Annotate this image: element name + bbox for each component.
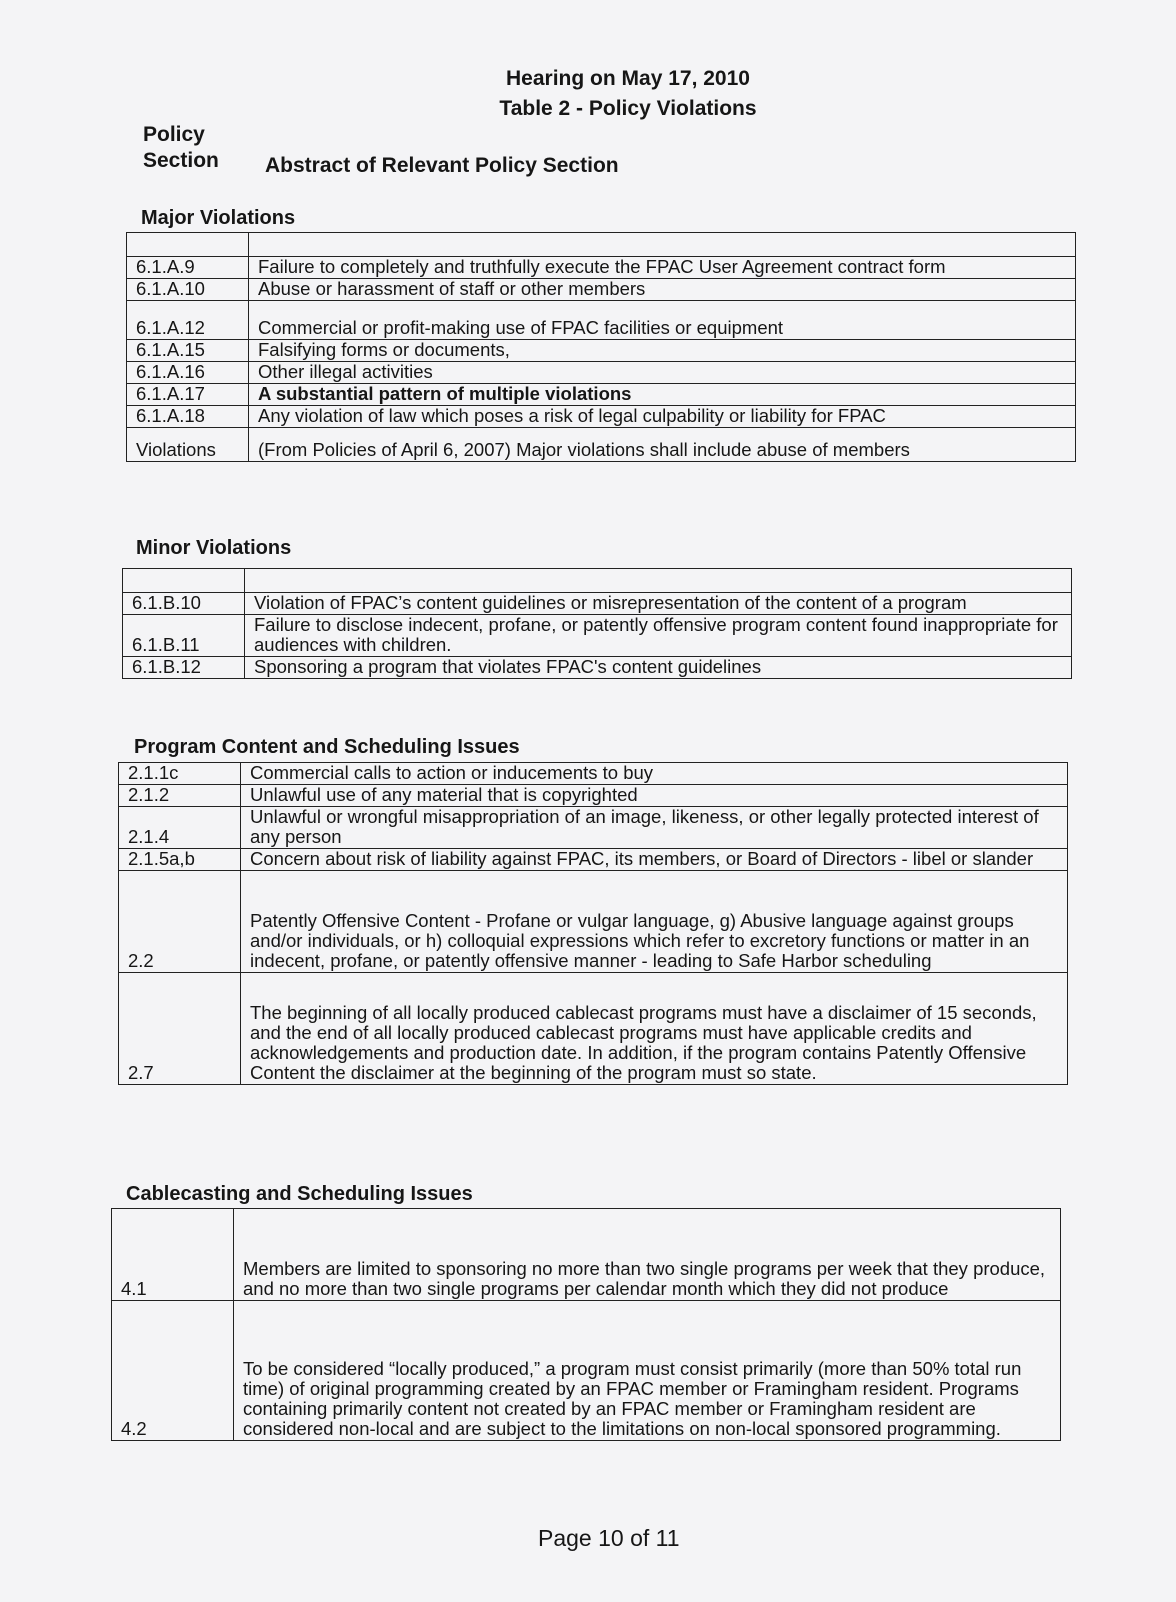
table-row	[112, 1301, 1061, 1441]
abstract-cell: Violation of FPAC’s content guidelines or misrepresentation of the content of a program	[245, 593, 1072, 615]
section-cell: 6.1.A.16	[127, 362, 249, 384]
section-cell: Violations	[127, 428, 249, 462]
table-row	[127, 279, 1076, 301]
table-row	[119, 871, 1068, 973]
document-title: Hearing on May 17, 2010	[506, 67, 750, 90]
section-cell: 6.1.A.10	[127, 279, 249, 301]
column-header-abstract: Abstract of Relevant Policy Section	[265, 154, 619, 177]
table-row	[119, 763, 1068, 785]
abstract-cell: Members are limited to sponsoring no more than two single programs per week that they produce, and no more than two single programs per calendar month which they did not produce	[234, 1209, 1061, 1301]
abstract-cell: The beginning of all locally produced cablecast programs must have a disclaimer of 15 seconds, and the end of all locally produced cablecast programs must have applicable credits and acknowledgements and production date. In addition, if the program contains Patently Offensive Content the disclaimer at the beginning of the program must so state.	[241, 973, 1068, 1085]
abstract-cell: To be considered “locally produced,” a program must consist primarily (more than 50% total run time) of original programming created by an FPAC member or Framingham resident. Programs containing primarily content not created by an FPAC member or Framingham resident are considered non-local and are subject to the limitations on non-local sponsored programming.	[234, 1301, 1061, 1441]
abstract-cell: Failure to disclose indecent, profane, or patently offensive program content found inappropriate for audiences with children.	[245, 615, 1072, 657]
abstract-cell: Failure to completely and truthfully execute the FPAC User Agreement contract form	[249, 257, 1076, 279]
section-cell: 4.1	[112, 1209, 234, 1301]
abstract-cell: Abuse or harassment of staff or other members	[249, 279, 1076, 301]
section-cell: 6.1.A.17	[127, 384, 249, 406]
abstract-cell: Sponsoring a program that violates FPAC's content guidelines	[245, 657, 1072, 679]
table-row	[127, 301, 1076, 340]
column-header-line1: Policy	[143, 123, 205, 146]
section-cell: 6.1.B.10	[123, 593, 245, 615]
table-row	[123, 569, 1072, 593]
section-cell: 2.1.4	[119, 807, 241, 849]
table-row	[127, 257, 1076, 279]
table-row	[127, 428, 1076, 462]
table-row	[119, 849, 1068, 871]
abstract-cell: A substantial pattern of multiple violations	[249, 384, 1076, 406]
column-header-line2: Section	[143, 149, 219, 172]
table-row	[119, 785, 1068, 807]
abstract-cell: Other illegal activities	[249, 362, 1076, 384]
table-row	[127, 233, 1076, 257]
table-row	[127, 362, 1076, 384]
section-cell: 2.1.1c	[119, 763, 241, 785]
abstract-cell: Any violation of law which poses a risk of legal culpability or liability for FPAC	[249, 406, 1076, 428]
cablecasting-table	[111, 1208, 1061, 1441]
section-cell: 6.1.A.18	[127, 406, 249, 428]
section-cell: 6.1.A.15	[127, 340, 249, 362]
minor-violations-table	[122, 568, 1072, 679]
table-row	[127, 406, 1076, 428]
table-row	[119, 807, 1068, 849]
abstract-cell: Falsifying forms or documents,	[249, 340, 1076, 362]
table-row	[119, 973, 1068, 1085]
table-title: Table 2 - Policy Violations	[499, 97, 757, 120]
section-heading-minor: Minor Violations	[136, 537, 292, 559]
abstract-cell: Commercial or profit-making use of FPAC facilities or equipment	[249, 301, 1076, 340]
section-cell: 2.7	[119, 973, 241, 1085]
page-number: Page 10 of 11	[538, 1525, 680, 1551]
section-cell: 2.2	[119, 871, 241, 973]
abstract-cell: Unlawful use of any material that is copyrighted	[241, 785, 1068, 807]
major-violations-table	[126, 232, 1076, 462]
table-row	[123, 615, 1072, 657]
table-row	[127, 384, 1076, 406]
section-heading-major: Major Violations	[141, 207, 296, 229]
section-cell: 2.1.5a,b	[119, 849, 241, 871]
abstract-cell: Unlawful or wrongful misappropriation of an image, likeness, or other legally protected interest of any person	[241, 807, 1068, 849]
section-cell: 6.1.A.12	[127, 301, 249, 340]
section-cell: 6.1.B.12	[123, 657, 245, 679]
section-cell: 4.2	[112, 1301, 234, 1441]
abstract-cell: (From Policies of April 6, 2007) Major violations shall include abuse of members	[249, 428, 1076, 462]
program-content-table	[118, 762, 1068, 1085]
abstract-cell: Commercial calls to action or inducements to buy	[241, 763, 1068, 785]
section-cell: 6.1.A.9	[127, 257, 249, 279]
table-row	[123, 593, 1072, 615]
section-heading-program-content: Program Content and Scheduling Issues	[134, 736, 520, 758]
table-row	[112, 1209, 1061, 1301]
abstract-cell: Patently Offensive Content - Profane or vulgar language, g) Abusive language against groups and/or individuals, or h) colloquial expressions which refer to excretory functions or matter in an indecent, profane, or patently offensive manner - leading to Safe Harbor scheduling	[241, 871, 1068, 973]
section-cell: 6.1.B.11	[123, 615, 245, 657]
table-row	[123, 657, 1072, 679]
section-heading-cablecasting: Cablecasting and Scheduling Issues	[126, 1183, 473, 1205]
table-row	[127, 340, 1076, 362]
section-cell: 2.1.2	[119, 785, 241, 807]
column-header-policy-section	[143, 122, 219, 174]
abstract-cell: Concern about risk of liability against FPAC, its members, or Board of Directors - libel or slander	[241, 849, 1068, 871]
